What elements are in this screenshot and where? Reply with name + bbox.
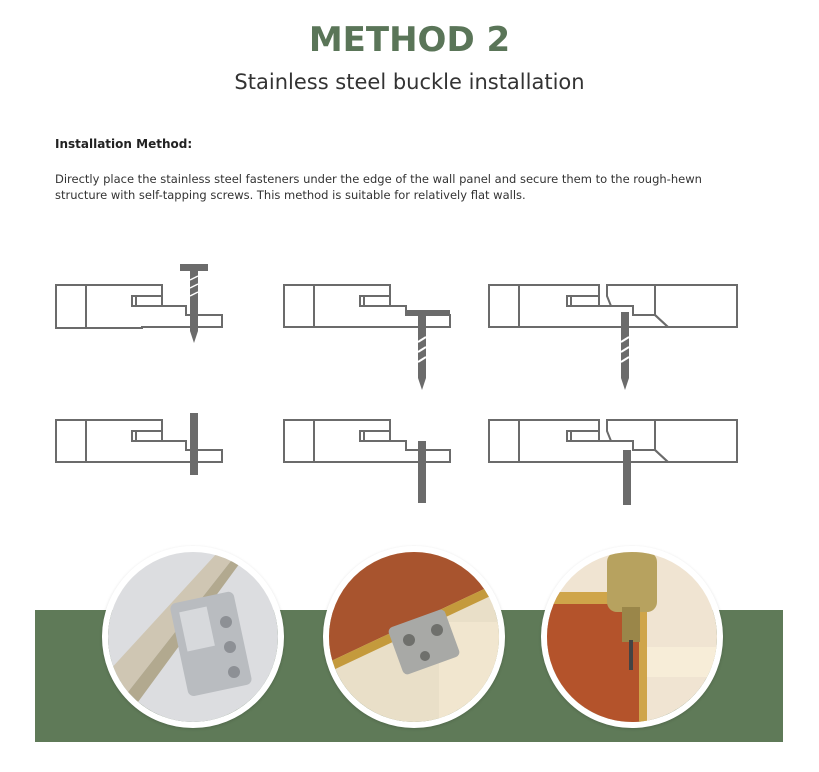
diagram-step-1 (50, 258, 230, 348)
diagram-step-2 (278, 258, 458, 393)
fastener-rod-icon (623, 450, 631, 505)
photo-buckle-closeup (102, 546, 284, 728)
diagram-step-3 (483, 258, 745, 393)
page-subtitle: Stainless steel buckle installation (234, 70, 585, 94)
diagram-step-4 (50, 405, 230, 495)
fastener-rod-icon (418, 441, 426, 503)
photo-screw-gun-install (541, 546, 723, 728)
installation-method-label: Installation Method: (55, 137, 193, 151)
photo-buckle-on-panel (323, 546, 505, 728)
screw-icon (418, 314, 426, 378)
screw-head-icon (180, 264, 208, 271)
installation-method-description: Directly place the stainless steel fasteners under the edge of the wall panel and secure them to the rough-hewn structure with self-tapping screws. This method is suitable for relatively flat walls. (55, 172, 702, 202)
page-title: METHOD 2 (308, 20, 511, 60)
fastener-rod-icon (190, 413, 198, 475)
diagram-step-6 (483, 405, 745, 510)
diagram-step-5 (278, 405, 458, 510)
screw-icon (621, 312, 629, 378)
